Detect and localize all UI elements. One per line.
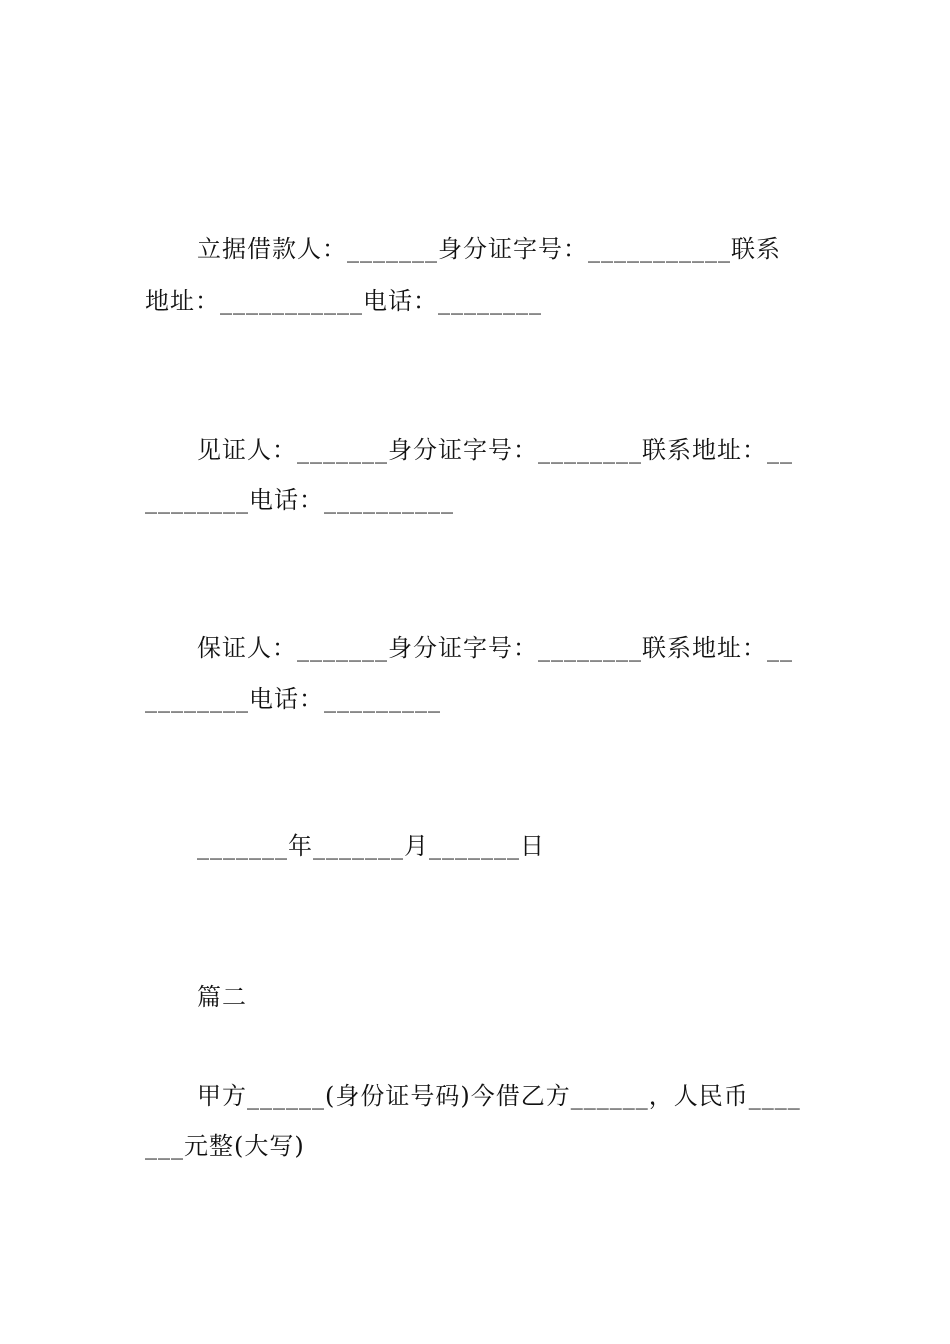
loan-statement-line-2: ___元整(大写) <box>145 1132 305 1160</box>
date-line: _______年_______月_______日 <box>197 832 545 860</box>
witness-line-2: ________电话：__________ <box>145 486 454 514</box>
guarantor-line-2: ________电话：_________ <box>145 685 441 713</box>
guarantor-line-1: 保证人：_______身分证字号：________联系地址：__ <box>197 634 793 662</box>
borrower-line-2: 地址：___________电话：________ <box>145 287 542 315</box>
section-heading: 篇二 <box>197 983 247 1011</box>
witness-line-1: 见证人：_______身分证字号：________联系地址：__ <box>197 436 793 464</box>
loan-statement-line-1: 甲方______(身份证号码)今借乙方______，人民币____ <box>197 1082 801 1110</box>
borrower-line-1: 立据借款人：_______身分证字号：___________联系 <box>197 235 781 263</box>
